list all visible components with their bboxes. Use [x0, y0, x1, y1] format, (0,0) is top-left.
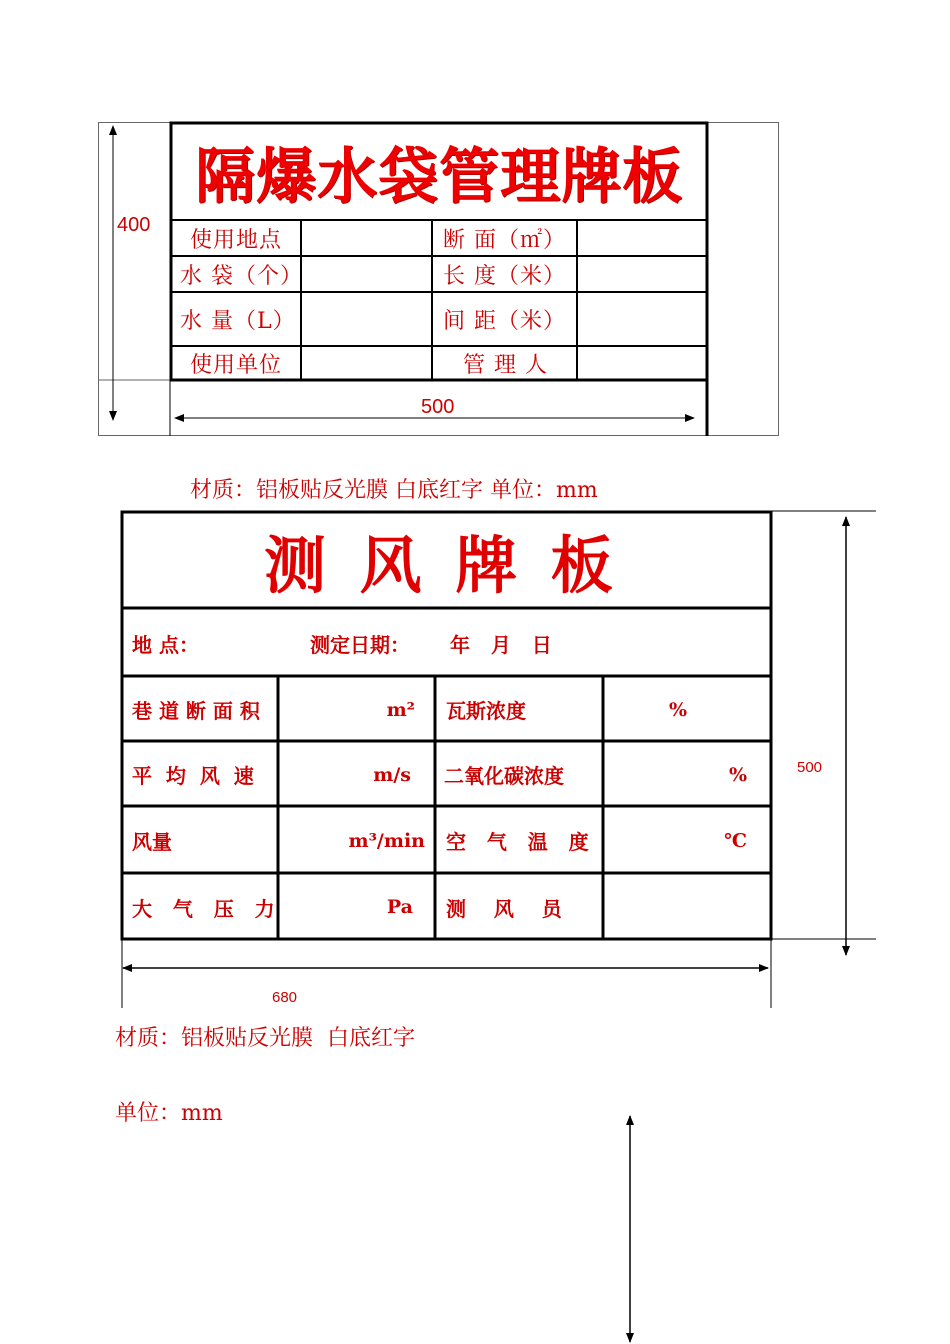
board2-row2-unit: m/s	[373, 763, 411, 786]
board2-date-fields: 年 月 日	[450, 632, 552, 657]
board1-row4-left: 使用单位	[190, 353, 283, 378]
board1-row3-left: 水 量（L）	[180, 309, 296, 334]
board2-row1-unit2: %	[668, 698, 688, 721]
board1-row2-right: 长 度（米）	[443, 264, 566, 289]
board1-row1-left: 使用地点	[190, 228, 283, 253]
board2-row3-unit: m³/min	[348, 829, 425, 852]
board2-location-label: 地 点：	[132, 632, 199, 657]
board1-row1-right: 断 面（㎡）	[443, 228, 566, 253]
board2-row4-unit: Pa	[386, 896, 413, 918]
board1-title: 隔爆水袋管理牌板	[195, 142, 683, 212]
board2-note-unit: 单位：mm	[115, 1101, 223, 1126]
board2-row3-label: 风量	[132, 830, 172, 854]
board2-title: 测 风 牌 板	[264, 529, 619, 602]
board2-row3-unit2: ℃	[724, 829, 747, 852]
board2-width-label: 680	[272, 989, 298, 1006]
board2-row4-label: 大 气 压 力	[132, 896, 275, 921]
board2-row2-label: 平 均 风 速	[132, 764, 254, 788]
board2-row2-label2: 二氧化碳浓度	[444, 764, 564, 788]
board2-row4-label2: 测 风 员	[446, 896, 562, 921]
board2-row3-label2: 空 气 温 度	[446, 830, 589, 854]
board1-width-label: 500	[421, 396, 455, 418]
board2-height-label: 500	[797, 759, 823, 776]
board2-row1-unit: m²	[386, 698, 415, 721]
board2-row1-label2: 瓦斯浓度	[446, 699, 526, 723]
board2-date-label: 测定日期：	[310, 632, 410, 657]
board2-row2-unit2: %	[728, 763, 747, 786]
board1-height-label: 400	[117, 214, 151, 236]
board2-row4-unit2	[605, 875, 771, 939]
board1-row2-left: 水 袋（个）	[180, 264, 303, 289]
board1-row4-right: 管 理 人	[463, 353, 548, 378]
board2-note-material: 材质：铝板贴反光膜 白底红字	[115, 1026, 415, 1051]
board1-note: 材质：铝板贴反光膜 白底红字 单位：mm	[190, 478, 598, 503]
board1-row3-right: 间 距（米）	[443, 309, 566, 334]
board2-row1-label: 巷 道 断 面 积	[132, 699, 260, 723]
